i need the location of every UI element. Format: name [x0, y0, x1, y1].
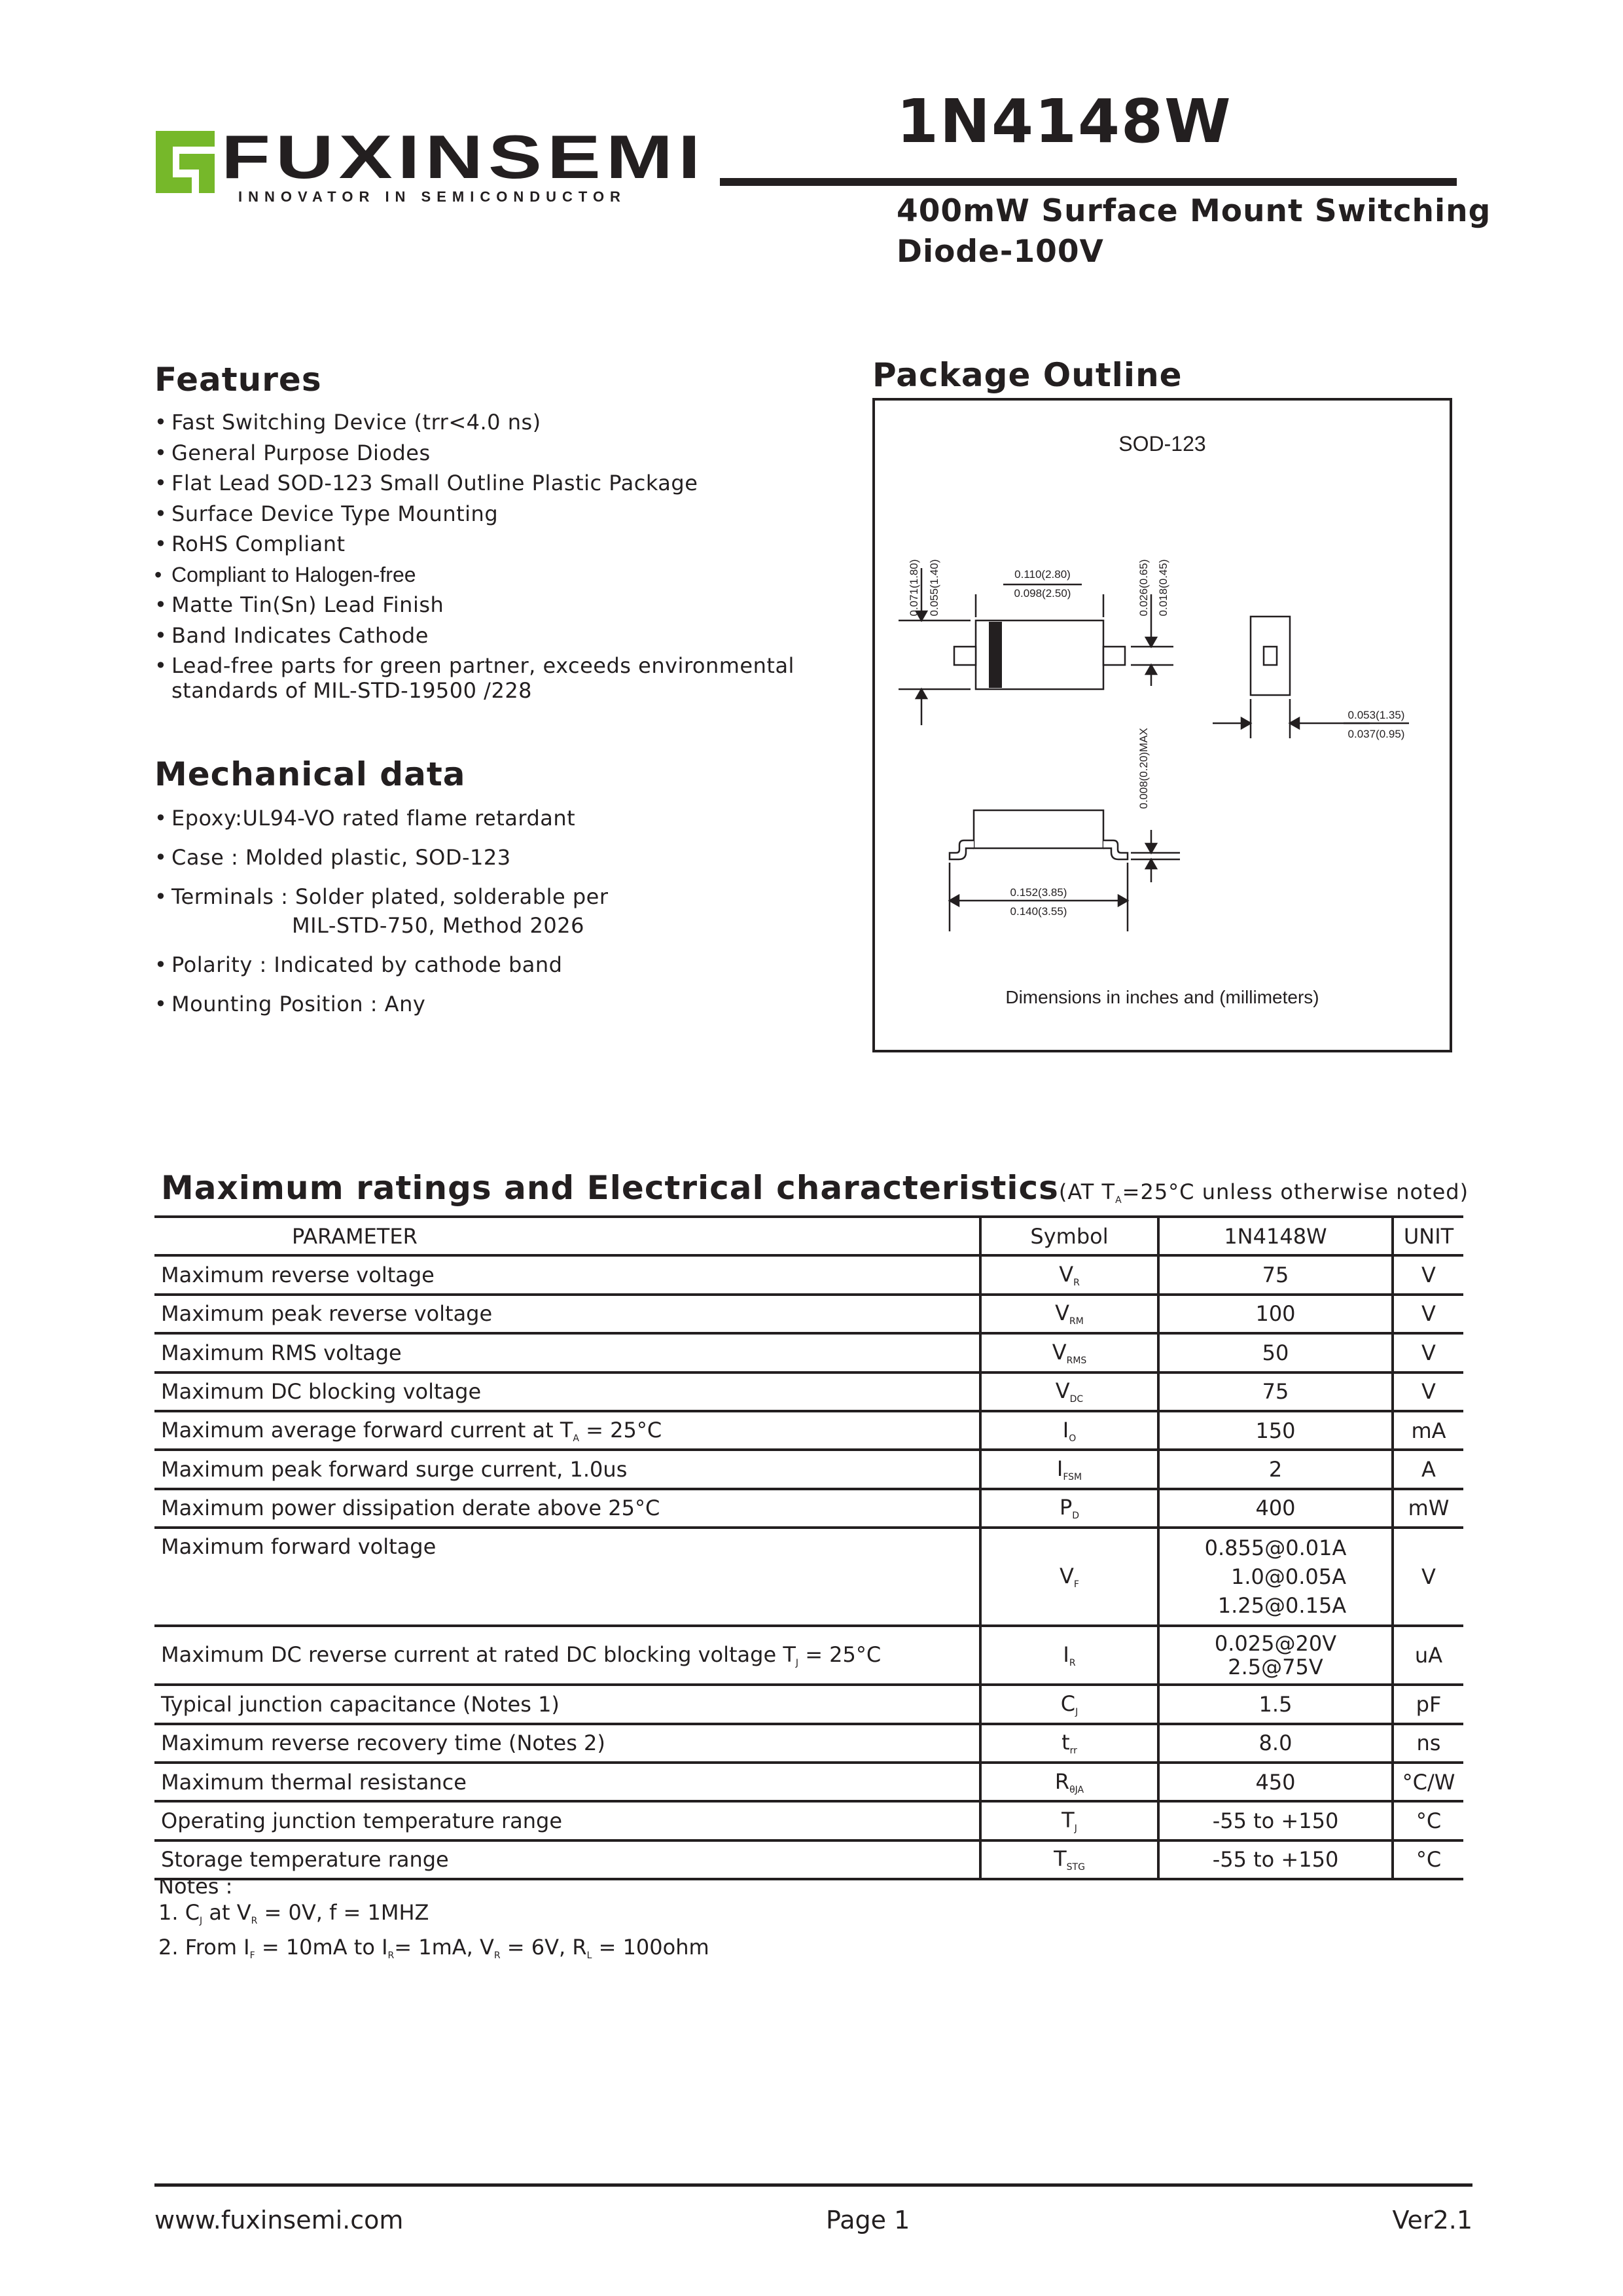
cond-post: =25°C unless otherwise noted) [1122, 1179, 1469, 1204]
unit-cell: ns [1393, 1724, 1463, 1763]
param-cell: Maximum forward voltage [154, 1528, 980, 1626]
list-item: • Lead-free parts for green partner, exceeds environmental standards of MIL-STD-19500 /228 [154, 653, 848, 703]
unit-cell: V [1393, 1333, 1463, 1372]
table-row [154, 1372, 1463, 1411]
note-2: 2. From $I_F = 10mA$ to $I_R= 1mA$, $V_R = 6V$, $R_L = 100ohm$ [158, 1935, 709, 1961]
value-cell: 75 [1158, 1372, 1393, 1411]
value-cell: -55 to +150 [1158, 1840, 1393, 1879]
param-cell: Typical junction capacitance (Notes 1) [154, 1685, 980, 1723]
cond-sub: A [1115, 1195, 1122, 1206]
unit-cell: °C [1393, 1840, 1463, 1879]
symbol-cell: $V_{RMS}$ [980, 1333, 1158, 1372]
value-cell: 400 [1158, 1489, 1393, 1528]
logo-wordmark: FUXINSEMI [221, 124, 705, 191]
list-item: • Mounting Position : Any [154, 990, 848, 1018]
param-cell: Maximum DC blocking voltage [154, 1372, 980, 1411]
symbol-cell: $T_J$ [980, 1801, 1158, 1840]
value-cell: 0.855@0.01A 1.0@0.05A 1.25@0.15A [1158, 1528, 1393, 1626]
unit-cell: mA [1393, 1411, 1463, 1450]
ratings-table [154, 1215, 1463, 1880]
dim-body-max: 0.110(2.80) [1014, 568, 1071, 581]
dim-lead-w-min: 0.018(0.45) [1157, 559, 1169, 617]
table-row [154, 1450, 1463, 1488]
note-1: 1. $C_J$ at $V_R = 0V$, f = 1MHZ [158, 1900, 429, 1926]
table-row [154, 1255, 1463, 1294]
footer-version: Ver2.1 [1392, 2206, 1472, 2234]
list-item: • Flat Lead SOD-123 Small Outline Plastic Package [154, 471, 848, 496]
param-cell: Storage temperature range [154, 1840, 980, 1879]
symbol-cell: $R_{\theta JA}$ [980, 1763, 1158, 1801]
notes-title: Notes : [158, 1874, 233, 1899]
unit-cell: °C [1393, 1801, 1463, 1840]
param-cell: Maximum peak forward surge current, 1.0us [154, 1450, 980, 1488]
unit-cell: V [1393, 1295, 1463, 1333]
list-item: • Band Indicates Cathode [154, 623, 848, 649]
symbol-cell: $V_R$ [980, 1255, 1158, 1294]
dim-thick-min: 0.037(0.95) [1347, 728, 1405, 740]
symbol-cell: $I_O$ [980, 1411, 1158, 1450]
symbol-cell: $V_F$ [980, 1528, 1158, 1626]
dim-body-min: 0.098(2.50) [1014, 587, 1071, 600]
footer-url[interactable]: www.fuxinsemi.com [154, 2206, 404, 2234]
footer-page-number: Page 1 [826, 2206, 910, 2234]
unit-cell: uA [1393, 1626, 1463, 1685]
logo-tagline: INNOVATOR IN SEMICONDUCTOR [238, 188, 626, 205]
table-row [154, 1724, 1463, 1763]
value-cell: 8.0 [1158, 1724, 1393, 1763]
list-item: • Compliant to Halogen-free [154, 562, 848, 588]
terminals-cont: MIL-STD-750, Method 2026 [292, 913, 584, 938]
value-cell: 150 [1158, 1411, 1393, 1450]
unit-cell: V [1393, 1255, 1463, 1294]
fuxinsemi-logo [156, 124, 712, 209]
param-cell: Maximum thermal resistance [154, 1763, 980, 1801]
symbol-cell: $T_{STG}$ [980, 1840, 1158, 1879]
value-cell: 1.5 [1158, 1685, 1393, 1723]
col-symbol: Symbol [980, 1217, 1158, 1255]
param-cell: Maximum DC reverse current at rated DC blocking voltage $T_J = 25^\circ C$ [154, 1626, 980, 1685]
side-view-body-icon [1251, 617, 1290, 695]
list-item: • Epoxy:UL94-VO rated flame retardant [154, 804, 848, 833]
col-unit: UNIT [1393, 1217, 1463, 1255]
dim-lead-thk: 0.008(0.20)MAX [1137, 728, 1150, 809]
symbol-cell: $I_R$ [980, 1626, 1158, 1685]
param-cell: Maximum reverse voltage [154, 1255, 980, 1294]
notes [158, 1873, 709, 1969]
list-item: • Polarity : Indicated by cathode band [154, 950, 848, 979]
value-cell: 2 [1158, 1450, 1393, 1488]
symbol-cell: $V_{DC}$ [980, 1372, 1158, 1411]
cathode-band-icon [989, 622, 1002, 688]
unit-cell: mW [1393, 1489, 1463, 1528]
col-parameter: PARAMETER [154, 1217, 980, 1255]
package-dims-note: Dimensions in inches and (millimeters) [1005, 987, 1319, 1007]
part-number-title: 1N4148W [897, 86, 1232, 156]
table-row [154, 1763, 1463, 1801]
symbol-cell: $C_J$ [980, 1685, 1158, 1723]
unit-cell: °C/W [1393, 1763, 1463, 1801]
ratings-heading [161, 1170, 1469, 1206]
list-item: • RoHS Compliant [154, 531, 848, 557]
param-cell: Operating junction temperature range [154, 1801, 980, 1840]
value-cell: 50 [1158, 1333, 1393, 1372]
table-row [154, 1801, 1463, 1840]
value-cell: 0.025@20V 2.5@75V [1158, 1626, 1393, 1685]
value-cell: 100 [1158, 1295, 1393, 1333]
list-item: • Case : Molded plastic, SOD-123 [154, 843, 848, 872]
table-row [154, 1626, 1463, 1685]
part-subtitle [897, 191, 1491, 272]
footer-rule [154, 2183, 1472, 2187]
unit-cell: pF [1393, 1685, 1463, 1723]
param-cell: Maximum peak reverse voltage [154, 1295, 980, 1333]
value-cell: 75 [1158, 1255, 1393, 1294]
dim-height-max: 0.071(1.80) [908, 559, 920, 617]
table-row [154, 1685, 1463, 1723]
features-heading: Features [154, 361, 322, 399]
unit-cell: A [1393, 1450, 1463, 1488]
ratings-condition [1059, 1179, 1469, 1204]
features-list [154, 410, 848, 708]
cond-pre: (AT T [1058, 1179, 1116, 1204]
col-value: 1N4148W [1158, 1217, 1393, 1255]
unit-cell: V [1393, 1372, 1463, 1411]
dim-lead-w-max: 0.026(0.65) [1137, 559, 1150, 617]
ratings-title: Maximum ratings and Electrical characteristics [161, 1169, 1059, 1207]
package-name: SOD-123 [1118, 432, 1206, 456]
list-item: • Fast Switching Device (trr<4.0 ns) [154, 410, 848, 435]
symbol-cell: $V_{RM}$ [980, 1295, 1158, 1333]
param-cell: Maximum average forward current at $T_A = 25^\circ C$ [154, 1411, 980, 1450]
dim-total-min: 0.140(3.55) [1010, 905, 1067, 918]
sod123-drawing [872, 398, 1452, 1052]
dim-thick-max: 0.053(1.35) [1347, 709, 1405, 721]
terminals-text: Terminals : Solder plated, solderable per [171, 884, 609, 909]
unit-cell: V [1393, 1528, 1463, 1626]
list-item: • General Purpose Diodes [154, 440, 848, 466]
table-row [154, 1528, 1463, 1626]
logo-mark-icon [156, 131, 215, 193]
package-outline-heading: Package Outline [872, 356, 1183, 394]
list-item: • Surface Device Type Mounting [154, 501, 848, 527]
symbol-cell: $t_{rr}$ [980, 1724, 1158, 1763]
dim-height-min: 0.055(1.40) [928, 559, 940, 617]
subtitle-line-2: Diode-100V [897, 234, 1104, 270]
symbol-cell: $P_D$ [980, 1489, 1158, 1528]
param-cell: Maximum reverse recovery time (Notes 2) [154, 1724, 980, 1763]
header-rule [720, 178, 1457, 186]
table-row [154, 1295, 1463, 1333]
front-view-body-icon [950, 810, 1128, 859]
list-item: • Matte Tin(Sn) Lead Finish [154, 592, 848, 618]
list-item [154, 882, 848, 940]
table-row [154, 1489, 1463, 1528]
dim-total-max: 0.152(3.85) [1010, 886, 1067, 899]
table-row [154, 1411, 1463, 1450]
mechanical-heading: Mechanical data [154, 755, 466, 793]
table-row [154, 1333, 1463, 1372]
param-cell: Maximum RMS voltage [154, 1333, 980, 1372]
param-cell: Maximum power dissipation derate above 25°C [154, 1489, 980, 1528]
value-cell: -55 to +150 [1158, 1801, 1393, 1840]
table-header-row [154, 1217, 1463, 1255]
top-view-body-icon [954, 620, 1125, 689]
symbol-cell: $I_{FSM}$ [980, 1450, 1158, 1488]
mechanical-list [154, 804, 848, 1029]
value-cell: 450 [1158, 1763, 1393, 1801]
subtitle-line-1: 400mW Surface Mount Switching [897, 193, 1491, 229]
